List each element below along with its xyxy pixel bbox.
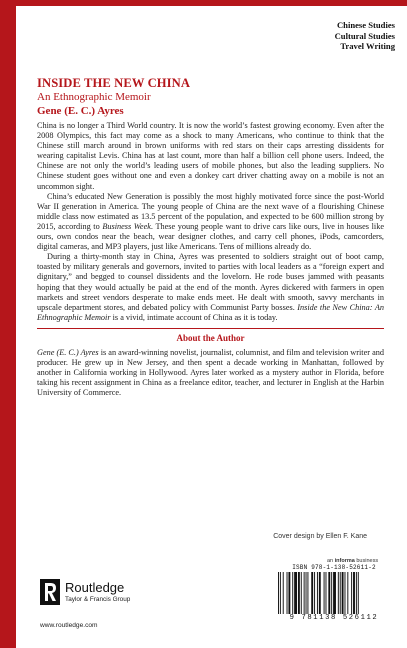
isbn-text: ISBN 978-1-138-52611-2	[292, 564, 376, 571]
section-divider	[37, 328, 384, 329]
blurb-paragraph	[37, 192, 384, 253]
author-bio-text: is an award-winning novelist, journalist, columnist, and film and television writer and producer. He grew up in New Jersey, and then spent a decade working in Manhattan, followed by another in California working in Hollywood. Ayres later worked as a mystery author in Florida, before taking his recent assignment in China as a freelance editor, teacher, and lecturer in English at the Harbin University of Commerce.	[37, 348, 384, 398]
source-citation: Business Week	[102, 221, 151, 231]
book-title: INSIDE THE NEW CHINA	[37, 76, 191, 90]
informa-brand: informa	[334, 558, 355, 564]
informa-suffix: business	[354, 558, 379, 564]
publisher-website[interactable]: www.routledge.com	[40, 622, 98, 629]
barcode-icon	[276, 572, 392, 614]
spine-edge-bar	[0, 0, 16, 648]
blurb-text: During a thirty-month stay in China, Ayres was presented to soldiers straight out of boot camp, toasted by military generals and governors, invited to parties with local leaders as a “foreign expert and dignitary,” and begged to counsel dissidents and the lovelorn. He rode buses jammed with peasants hoping that they would actually be paid at the end of the month. Ayres dickered with farmers in open markets and street vendors desperate to make ends meet. He dealt with smooth, savvy merchants in upscale department stores, and debated policy with Communist Party bosses.	[37, 252, 384, 312]
publisher-name: Routledge	[65, 580, 125, 595]
publisher-logo	[40, 579, 130, 605]
category-label: Travel Writing	[340, 41, 395, 51]
blurb-text: is a vivid, intimate account of China as it is today.	[110, 312, 278, 322]
cover-text	[37, 76, 384, 399]
author-bio	[37, 348, 384, 398]
category-label: Cultural Studies	[334, 30, 395, 41]
book-title-reference: Inside the New China: An Ethnographic Memoir	[37, 302, 384, 322]
author-name: Gene (E. C.) Ayres	[37, 348, 99, 358]
category-label: Chinese Studies	[336, 20, 395, 30]
subject-categories	[335, 20, 395, 52]
informa-prefix: an	[327, 558, 335, 564]
routledge-logo-icon	[40, 579, 60, 605]
publisher-group: Taylor & Francis Group	[65, 596, 131, 603]
top-border	[0, 0, 407, 6]
book-subtitle: An Ethnographic Memoir	[37, 91, 151, 103]
ean-digits: 9 781138 526112	[289, 614, 379, 622]
about-author-heading: About the Author	[176, 333, 245, 344]
blurb-paragraph	[37, 252, 384, 323]
blurb-paragraph: China is no longer a Third World country. It is now the world’s fastest growing economy. Even after the 2008 Olympics, this fact may come as a shock to many Americans, who continue to think that the Chinese still march around in brown uniforms with red stars on their caps arresting dissidents for wearing capitalist Levis. China has at last count, more than half a billion cell phone users. Indeed, the Chinese are not only the world’s leading users of mobile phones, but also the leading suppliers. No Chinese student goes without one and even a donkey cart driver chatting away on a mobile is not an uncommon sight.	[37, 121, 384, 191]
book-author: Gene (E. C.) Ayres	[37, 105, 124, 117]
cover-design-credit: Cover design by Ellen F. Kane	[273, 533, 367, 540]
blurb-text: China’s educated New Generation is possibly the most highly motivated force since the post-World War II generation in America. The young people of China are the next wave of a flourishing Chinese middle class now estimated as 13.5 percent of the population, and expected to be 600 million strong by 2015, according to	[37, 191, 384, 231]
barcode	[270, 564, 398, 628]
blurb-text: . These young people want to drive cars like ours, live in houses like ours, own condos near the beach, wear designer clothes, and carry cell phones, iPods, camcorders, digital cameras, and MP3 players, just like Americans. Tens of millions already do.	[37, 221, 384, 252]
